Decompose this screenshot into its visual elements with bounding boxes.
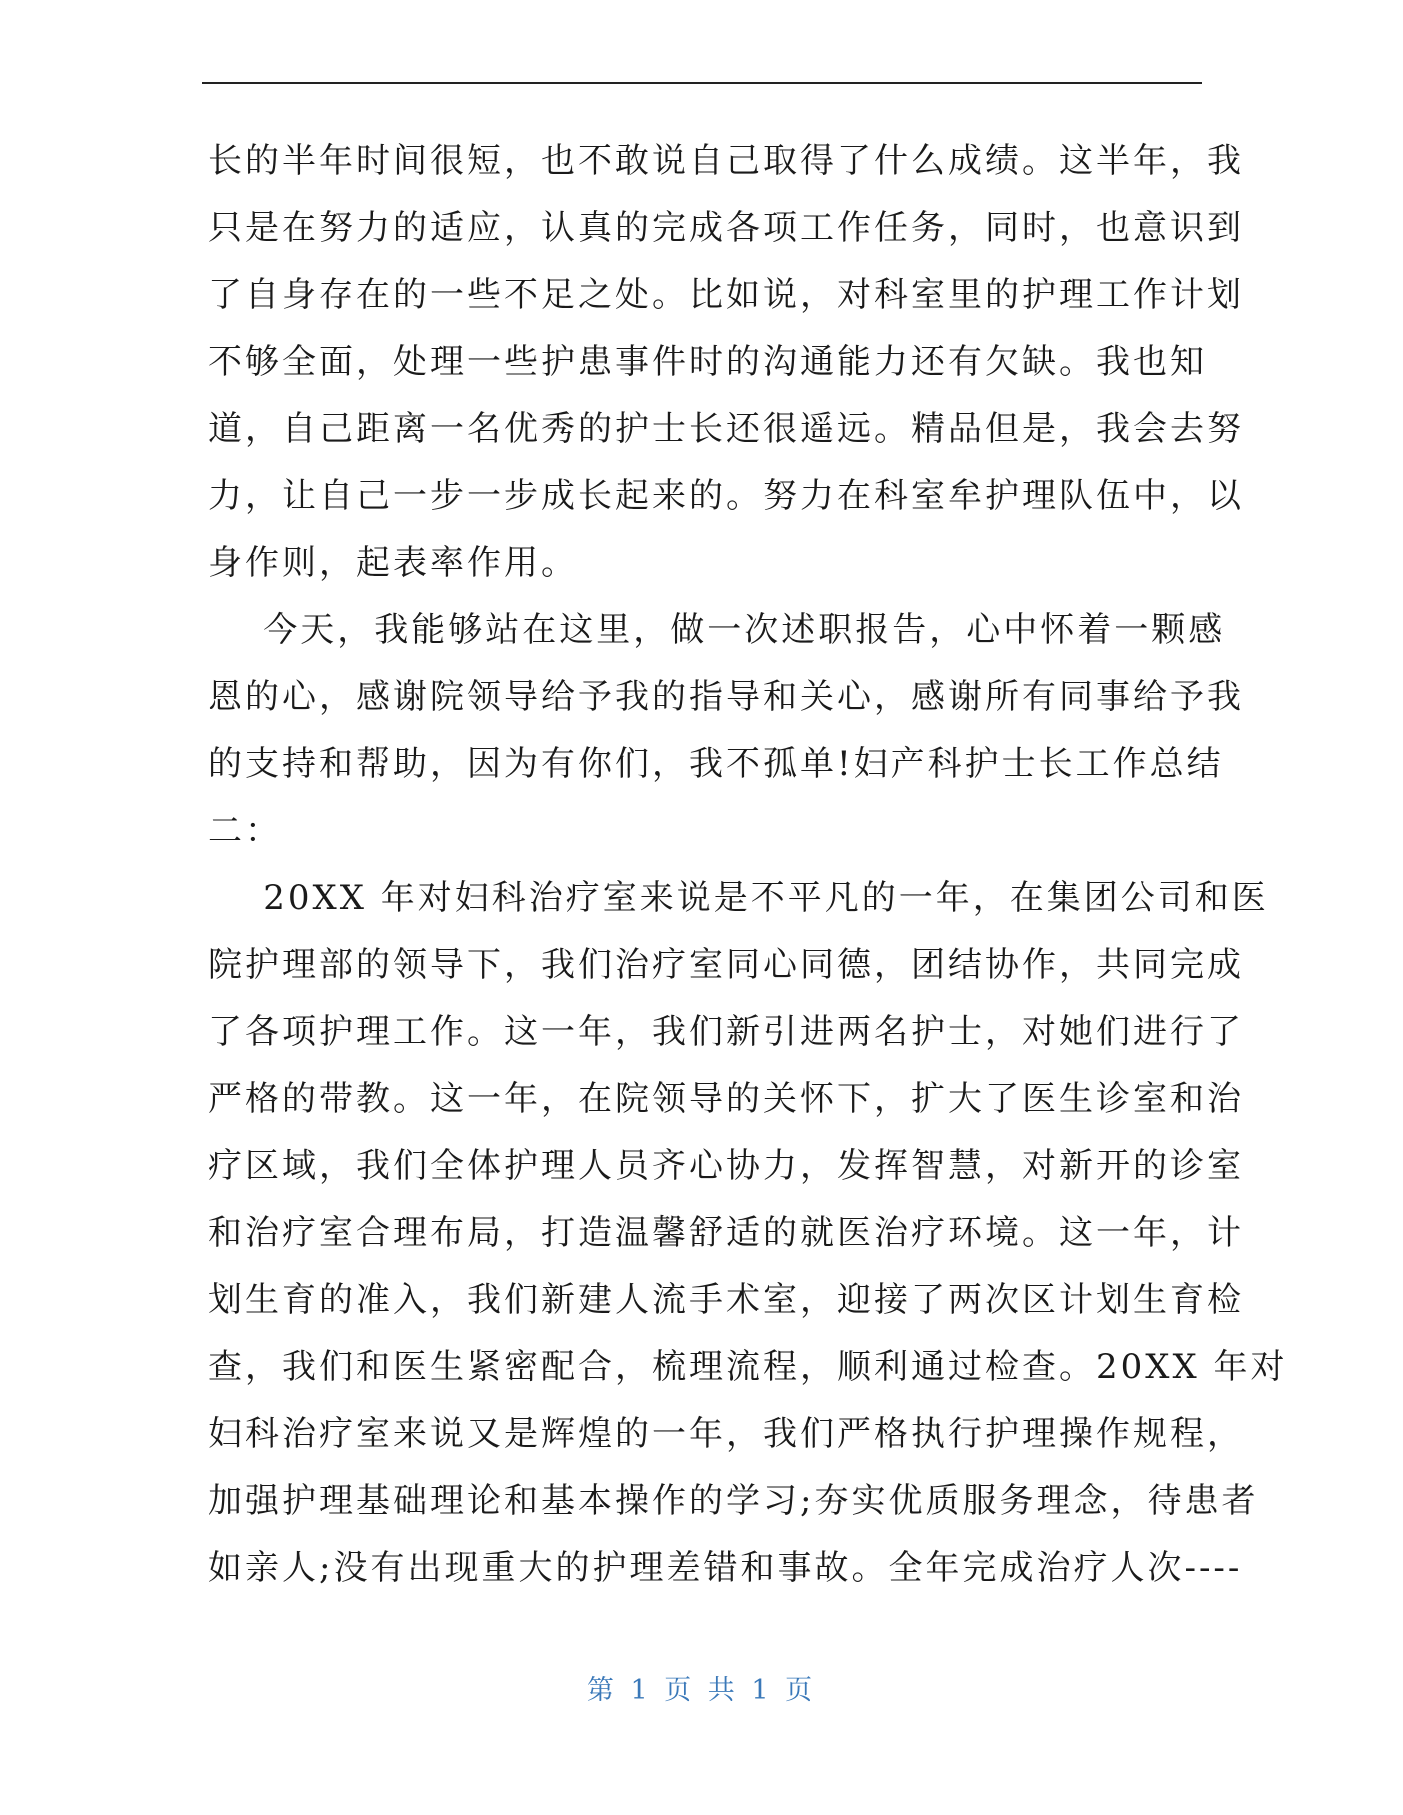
text-line: 加强护理基础理论和基本操作的学习;夯实优质服务理念，待患者 — [208, 1481, 1259, 1521]
text-line: 二： — [208, 811, 282, 851]
text-line: 20XX 年对妇科治疗室来说是不平凡的一年，在集团公司和医 — [208, 878, 1269, 918]
document-body — [208, 128, 1288, 1602]
text-line: 疗区域，我们全体护理人员齐心协力，发挥智慧，对新开的诊室 — [208, 1146, 1244, 1186]
text-line: 不够全面，处理一些护患事件时的沟通能力还有欠缺。我也知 — [208, 342, 1207, 382]
text-line: 妇科治疗室来说又是辉煌的一年，我们严格执行护理操作规程， — [208, 1414, 1244, 1454]
text-line: 严格的带教。这一年，在院领导的关怀下，扩大了医生诊室和治 — [208, 1079, 1244, 1119]
text-line: 划生育的准入，我们新建人流手术室，迎接了两次区计划生育检 — [208, 1280, 1244, 1320]
text-line: 院护理部的领导下，我们治疗室同心同德，团结协作，共同完成 — [208, 945, 1244, 985]
page-number-footer: 第 1 页 共 1 页 — [586, 1675, 817, 1706]
text-line: 长的半年时间很短，也不敢说自己取得了什么成绩。这半年，我 — [208, 141, 1244, 181]
text-line: 的支持和帮助，因为有你们，我不孤单!妇产科护士长工作总结 — [208, 744, 1224, 784]
text-line: 道，自己距离一名优秀的护士长还很遥远。精品但是，我会去努 — [208, 409, 1244, 449]
text-line: 如亲人;没有出现重大的护理差错和事故。全年完成治疗人次---- — [208, 1548, 1243, 1588]
text-line: 身作则，起表率作用。 — [208, 543, 578, 583]
text-line: 力，让自己一步一步成长起来的。努力在科室牟护理队伍中，以 — [208, 476, 1244, 516]
text-line: 恩的心，感谢院领导给予我的指导和关心，感谢所有同事给予我 — [208, 677, 1244, 717]
text-line: 今天，我能够站在这里，做一次述职报告，心中怀着一颗感 — [208, 610, 1226, 650]
header-rule — [202, 82, 1202, 84]
text-line: 了自身存在的一些不足之处。比如说，对科室里的护理工作计划 — [208, 275, 1244, 315]
text-line: 了各项护理工作。这一年，我们新引进两名护士，对她们进行了 — [208, 1012, 1244, 1052]
text-line: 只是在努力的适应，认真的完成各项工作任务，同时，也意识到 — [208, 208, 1244, 248]
text-line: 查，我们和医生紧密配合，梳理流程，顺利通过检查。20XX 年对 — [208, 1347, 1288, 1387]
text-line: 和治疗室合理布局，打造温馨舒适的就医治疗环境。这一年，计 — [208, 1213, 1244, 1253]
